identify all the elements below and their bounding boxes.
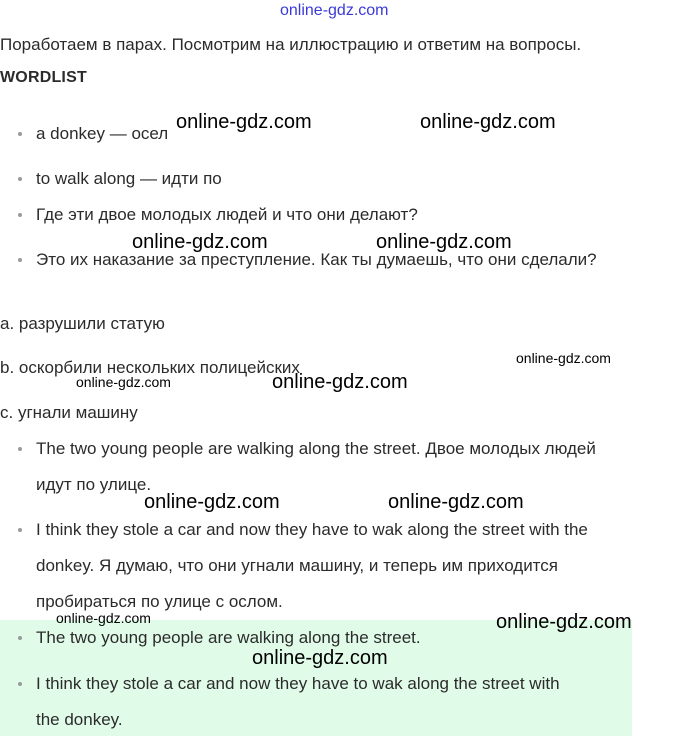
bullet-icon: [18, 177, 22, 181]
option-item: a. разрушили статую: [0, 314, 165, 333]
watermark: online-gdz.com: [144, 491, 280, 513]
watermark: online-gdz.com: [252, 647, 388, 669]
watermark: online-gdz.com: [420, 111, 556, 133]
option-item: b. оскорбили нескольких полицейских: [0, 358, 300, 377]
watermark: online-gdz.com: [496, 611, 632, 633]
bullet-icon: [18, 528, 22, 532]
bullet-icon: [18, 258, 22, 262]
answer-line: I think they stole a car and now they have to wak along the street with the: [36, 520, 588, 539]
highlighted-answer-line: The two young people are walking along the street.: [36, 628, 421, 647]
answer-line: пробираться по улице с ослом.: [36, 592, 283, 611]
watermark: online-gdz.com: [376, 231, 512, 253]
highlighted-answer-line: the donkey.: [36, 710, 123, 729]
question-item: Это их наказание за преступление. Как ты думаешь, что они сделали?: [36, 250, 597, 269]
watermark: online-gdz.com: [176, 111, 312, 133]
watermark: online-gdz.com: [272, 371, 408, 393]
wordlist-item: a donkey — осел: [36, 124, 169, 143]
bullet-icon: [18, 682, 22, 686]
bullet-icon: [18, 132, 22, 136]
bullet-icon: [18, 636, 22, 640]
watermark: online-gdz.com: [388, 491, 524, 513]
answer-line: donkey. Я думаю, что они угнали машину, и теперь им приходится: [36, 556, 558, 575]
wordlist-heading: WORDLIST: [0, 69, 87, 86]
highlighted-answer-line: I think they stole a car and now they have to wak along the street with: [36, 674, 560, 693]
watermark: online-gdz.com: [516, 350, 611, 366]
wordlist-item: to walk along — идти по: [36, 169, 222, 188]
option-item: c. угнали машину: [0, 403, 138, 422]
bullet-icon: [18, 213, 22, 217]
watermark: online-gdz.com: [56, 610, 151, 626]
question-item: Где эти двое молодых людей и что они делают?: [36, 205, 418, 224]
answer-line: The two young people are walking along the street. Двое молодых людей: [36, 439, 596, 458]
task-intro: Поработаем в парах. Посмотрим на иллюстрацию и ответим на вопросы.: [0, 35, 582, 54]
watermark: online-gdz.com: [132, 231, 268, 253]
site-header-logo[interactable]: online-gdz.com: [280, 2, 389, 19]
bullet-icon: [18, 447, 22, 451]
watermark: online-gdz.com: [76, 374, 171, 390]
answer-line: идут по улице.: [36, 475, 152, 494]
